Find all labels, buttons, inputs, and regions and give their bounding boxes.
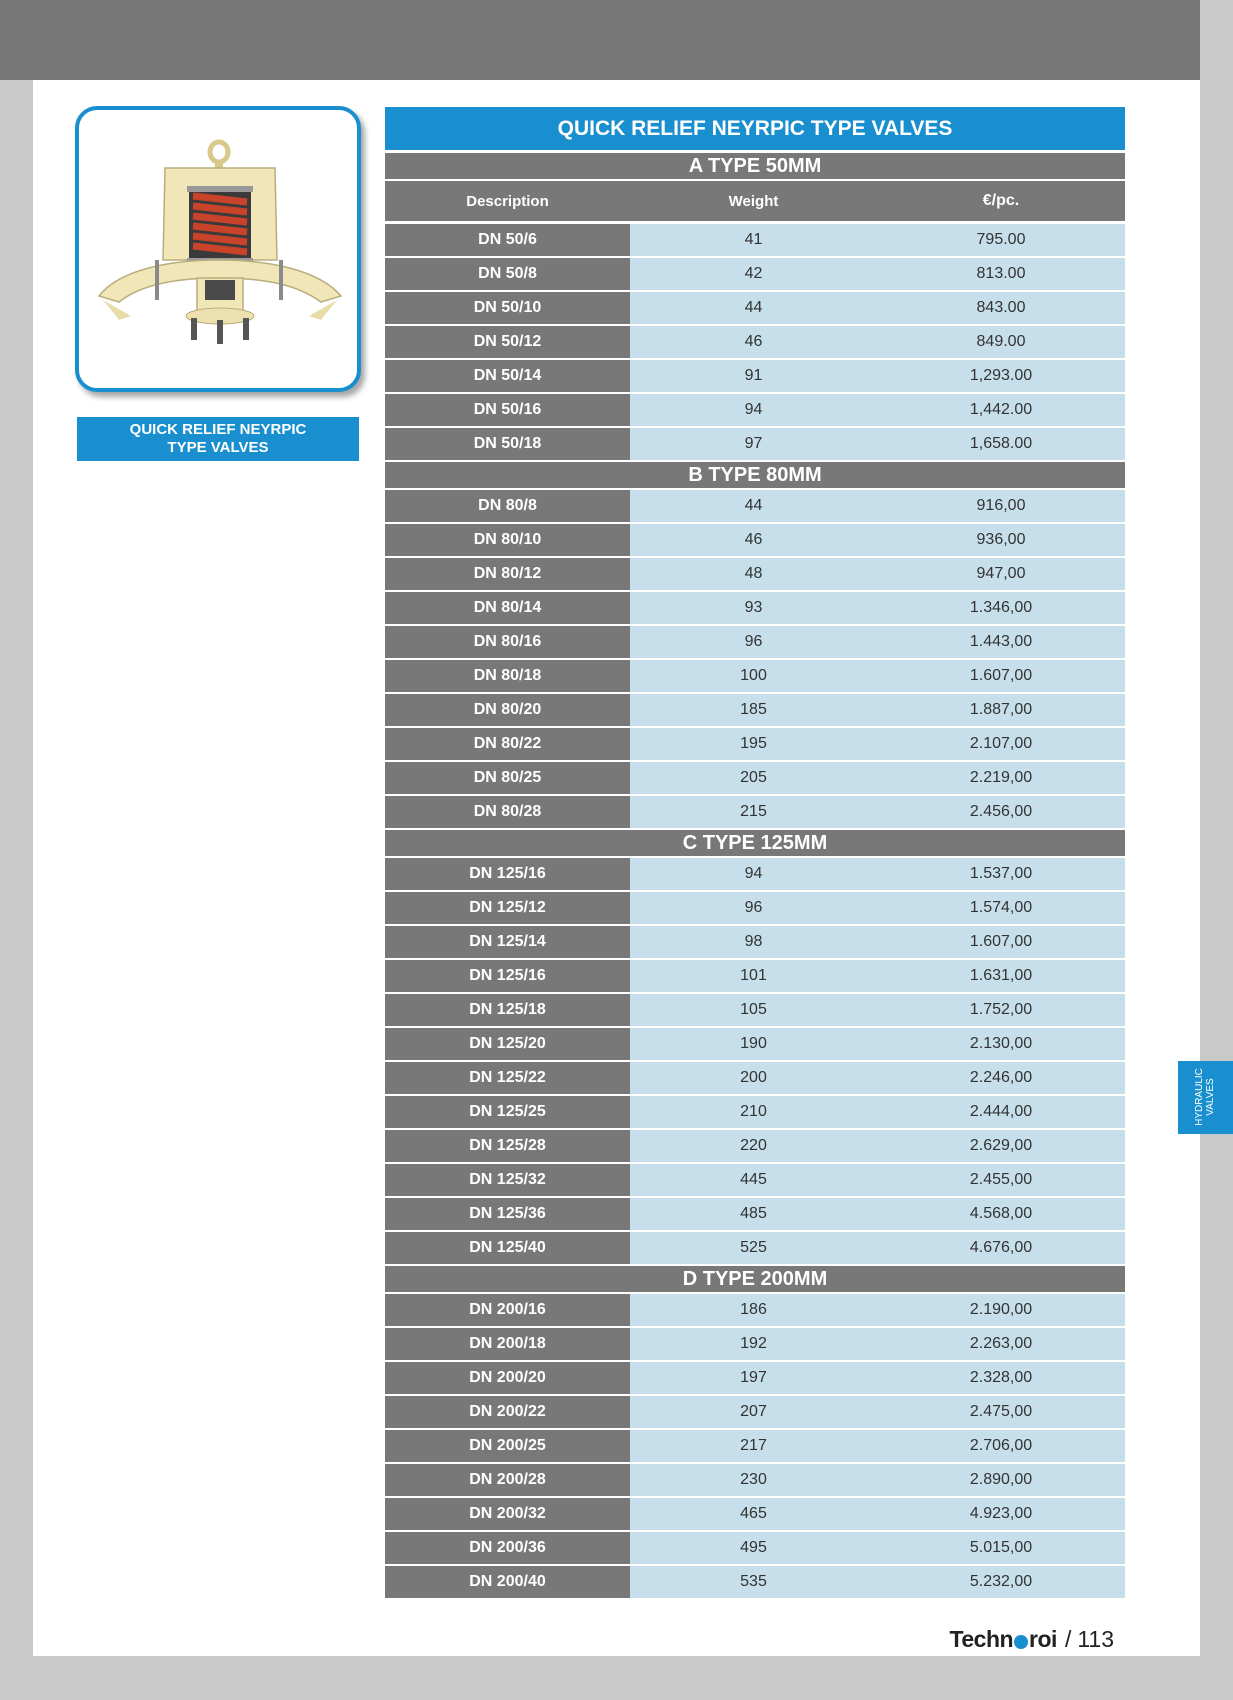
cell-description: DN 125/18 — [385, 994, 630, 1026]
cell-description: DN 200/22 — [385, 1396, 630, 1428]
table-row — [385, 1430, 1125, 1462]
cell-price: 813.00 — [877, 258, 1125, 290]
cell-description: DN 125/36 — [385, 1198, 630, 1230]
cell-description: DN 50/18 — [385, 428, 630, 460]
cell-description: DN 80/10 — [385, 524, 630, 556]
bottom-banner — [0, 1656, 1200, 1700]
cell-price: 2.328,00 — [877, 1362, 1125, 1394]
page-number: 113 — [1077, 1626, 1114, 1652]
cell-weight: 205 — [630, 762, 877, 794]
cell-price: 1.752,00 — [877, 994, 1125, 1026]
cell-description: DN 50/16 — [385, 394, 630, 426]
table-row — [385, 1328, 1125, 1360]
cell-price: 1.631,00 — [877, 960, 1125, 992]
cell-description: DN 125/16 — [385, 858, 630, 890]
cell-description: DN 125/14 — [385, 926, 630, 958]
cell-price: 2.263,00 — [877, 1328, 1125, 1360]
cell-weight: 44 — [630, 490, 877, 522]
table-row — [385, 558, 1125, 590]
cell-description: DN 50/14 — [385, 360, 630, 392]
catalog-page — [33, 80, 1216, 1656]
cell-description: DN 125/28 — [385, 1130, 630, 1162]
cell-weight: 101 — [630, 960, 877, 992]
table-row — [385, 1396, 1125, 1428]
table-title: QUICK RELIEF NEYRPIC TYPE VALVES — [385, 107, 1125, 150]
section-header: B TYPE 80MM — [385, 462, 1125, 488]
cell-price: 947,00 — [877, 558, 1125, 590]
cell-description: DN 200/40 — [385, 1566, 630, 1598]
cell-weight: 93 — [630, 592, 877, 624]
table-row — [385, 490, 1125, 522]
cell-price: 4.923,00 — [877, 1498, 1125, 1530]
cell-description: DN 50/6 — [385, 224, 630, 256]
cell-price: 843.00 — [877, 292, 1125, 324]
section-tab — [1178, 1061, 1233, 1134]
cell-price: 849.00 — [877, 326, 1125, 358]
cell-price: 5.015,00 — [877, 1532, 1125, 1564]
cell-description: DN 125/25 — [385, 1096, 630, 1128]
cell-weight: 44 — [630, 292, 877, 324]
table-row — [385, 728, 1125, 760]
cell-price: 1.887,00 — [877, 694, 1125, 726]
cell-price: 916,00 — [877, 490, 1125, 522]
cell-price: 936,00 — [877, 524, 1125, 556]
cell-description: DN 200/20 — [385, 1362, 630, 1394]
cell-description: DN 80/12 — [385, 558, 630, 590]
table-row — [385, 694, 1125, 726]
cell-price: 1.607,00 — [877, 660, 1125, 692]
cell-price: 2.444,00 — [877, 1096, 1125, 1128]
section-header: D TYPE 200MM — [385, 1266, 1125, 1292]
table-row — [385, 994, 1125, 1026]
cell-price: 4.676,00 — [877, 1232, 1125, 1264]
table-row — [385, 1362, 1125, 1394]
cell-description: DN 80/14 — [385, 592, 630, 624]
cell-price: 2.475,00 — [877, 1396, 1125, 1428]
cell-description: DN 200/32 — [385, 1498, 630, 1530]
cell-weight: 190 — [630, 1028, 877, 1060]
cell-weight: 465 — [630, 1498, 877, 1530]
table-row — [385, 762, 1125, 794]
cell-description: DN 200/36 — [385, 1532, 630, 1564]
cell-price: 2.456,00 — [877, 796, 1125, 828]
cell-description: DN 125/22 — [385, 1062, 630, 1094]
cell-price: 2.190,00 — [877, 1294, 1125, 1326]
table-row — [385, 1062, 1125, 1094]
cell-weight: 97 — [630, 428, 877, 460]
cell-weight: 495 — [630, 1532, 877, 1564]
section-tab-label: HYDRAULIC VALVES — [1194, 1068, 1216, 1126]
column-header-weight: Weight — [728, 192, 779, 210]
table-row — [385, 1130, 1125, 1162]
cell-description: DN 200/16 — [385, 1294, 630, 1326]
cell-description: DN 200/18 — [385, 1328, 630, 1360]
cell-price: 1.537,00 — [877, 858, 1125, 890]
cell-weight: 210 — [630, 1096, 877, 1128]
cell-description: DN 80/22 — [385, 728, 630, 760]
cell-price: 2.706,00 — [877, 1430, 1125, 1462]
valve-photo — [75, 106, 361, 392]
cell-price: 2.246,00 — [877, 1062, 1125, 1094]
table-row — [385, 428, 1125, 460]
cell-weight: 46 — [630, 524, 877, 556]
cell-weight: 105 — [630, 994, 877, 1026]
cell-weight: 197 — [630, 1362, 877, 1394]
cell-description: DN 80/18 — [385, 660, 630, 692]
table-row — [385, 292, 1125, 324]
table-header-row — [385, 181, 1125, 221]
table-row — [385, 1464, 1125, 1496]
cell-description: DN 80/8 — [385, 490, 630, 522]
table-row — [385, 1198, 1125, 1230]
cell-price: 1.346,00 — [877, 592, 1125, 624]
table-row — [385, 1294, 1125, 1326]
cell-description: DN 50/10 — [385, 292, 630, 324]
table-row — [385, 592, 1125, 624]
table-row — [385, 1532, 1125, 1564]
cell-weight: 192 — [630, 1328, 877, 1360]
cell-weight: 207 — [630, 1396, 877, 1428]
technoroi-logo: Techn roi — [949, 1626, 1057, 1652]
table-row — [385, 224, 1125, 256]
cell-price: 2.629,00 — [877, 1130, 1125, 1162]
cell-price: 4.568,00 — [877, 1198, 1125, 1230]
cell-price: 2.890,00 — [877, 1464, 1125, 1496]
cell-weight: 230 — [630, 1464, 877, 1496]
cell-weight: 217 — [630, 1430, 877, 1462]
cell-weight: 46 — [630, 326, 877, 358]
cell-description: DN 50/12 — [385, 326, 630, 358]
cell-price: 2.219,00 — [877, 762, 1125, 794]
footer-brand — [950, 1626, 1114, 1653]
cell-weight: 200 — [630, 1062, 877, 1094]
cell-description: DN 80/20 — [385, 694, 630, 726]
cell-weight: 42 — [630, 258, 877, 290]
cell-description: DN 80/25 — [385, 762, 630, 794]
cell-description: DN 200/28 — [385, 1464, 630, 1496]
cell-description: DN 125/32 — [385, 1164, 630, 1196]
table-row — [385, 394, 1125, 426]
cell-price: 795.00 — [877, 224, 1125, 256]
column-header-price: €/pc. — [982, 192, 1020, 209]
cell-description: DN 200/25 — [385, 1430, 630, 1462]
cell-description: DN 80/28 — [385, 796, 630, 828]
page-separator: / — [1064, 1626, 1072, 1652]
cell-weight: 185 — [630, 694, 877, 726]
cell-description: DN 125/40 — [385, 1232, 630, 1264]
caption-text: QUICK RELIEF NEYRPIC TYPE VALVES — [129, 421, 307, 456]
cell-weight: 96 — [630, 626, 877, 658]
logo-dot-icon — [1014, 1635, 1028, 1649]
cell-description: DN 125/12 — [385, 892, 630, 924]
cell-description: DN 80/16 — [385, 626, 630, 658]
cell-weight: 485 — [630, 1198, 877, 1230]
table-row — [385, 1164, 1125, 1196]
cell-weight: 186 — [630, 1294, 877, 1326]
table-row — [385, 892, 1125, 924]
cell-price: 1.607,00 — [877, 926, 1125, 958]
cell-weight: 96 — [630, 892, 877, 924]
table-row — [385, 1232, 1125, 1264]
cell-price: 2.455,00 — [877, 1164, 1125, 1196]
cell-weight: 215 — [630, 796, 877, 828]
price-table — [385, 107, 1125, 1600]
table-row — [385, 858, 1125, 890]
cell-weight: 91 — [630, 360, 877, 392]
cell-description: DN 50/8 — [385, 258, 630, 290]
cell-weight: 220 — [630, 1130, 877, 1162]
table-row — [385, 960, 1125, 992]
table-row — [385, 1028, 1125, 1060]
table-row — [385, 360, 1125, 392]
cell-weight: 48 — [630, 558, 877, 590]
cell-weight: 98 — [630, 926, 877, 958]
cell-price: 2.107,00 — [877, 728, 1125, 760]
cell-weight: 525 — [630, 1232, 877, 1264]
cell-weight: 94 — [630, 858, 877, 890]
table-row — [385, 258, 1125, 290]
table-row — [385, 660, 1125, 692]
table-row — [385, 926, 1125, 958]
cell-weight: 100 — [630, 660, 877, 692]
section-header: C TYPE 125MM — [385, 830, 1125, 856]
cell-price: 2.130,00 — [877, 1028, 1125, 1060]
cell-price: 5.232,00 — [877, 1566, 1125, 1598]
top-banner — [0, 0, 1200, 80]
cell-description: DN 125/20 — [385, 1028, 630, 1060]
neyrpic-valve-illustration — [79, 110, 357, 388]
cell-weight: 41 — [630, 224, 877, 256]
table-row — [385, 524, 1125, 556]
section-header: A TYPE 50MM — [385, 153, 1125, 179]
cell-description: DN 125/16 — [385, 960, 630, 992]
table-row — [385, 1566, 1125, 1598]
column-header-description: Description — [466, 192, 549, 210]
cell-price: 1,658.00 — [877, 428, 1125, 460]
table-row — [385, 326, 1125, 358]
table-row — [385, 1498, 1125, 1530]
table-row — [385, 796, 1125, 828]
cell-price: 1.443,00 — [877, 626, 1125, 658]
cell-weight: 535 — [630, 1566, 877, 1598]
cell-price: 1,293.00 — [877, 360, 1125, 392]
table-row — [385, 1096, 1125, 1128]
cell-price: 1,442.00 — [877, 394, 1125, 426]
table-row — [385, 626, 1125, 658]
cell-price: 1.574,00 — [877, 892, 1125, 924]
cell-weight: 195 — [630, 728, 877, 760]
cell-weight: 94 — [630, 394, 877, 426]
cell-weight: 445 — [630, 1164, 877, 1196]
product-caption — [77, 417, 359, 461]
